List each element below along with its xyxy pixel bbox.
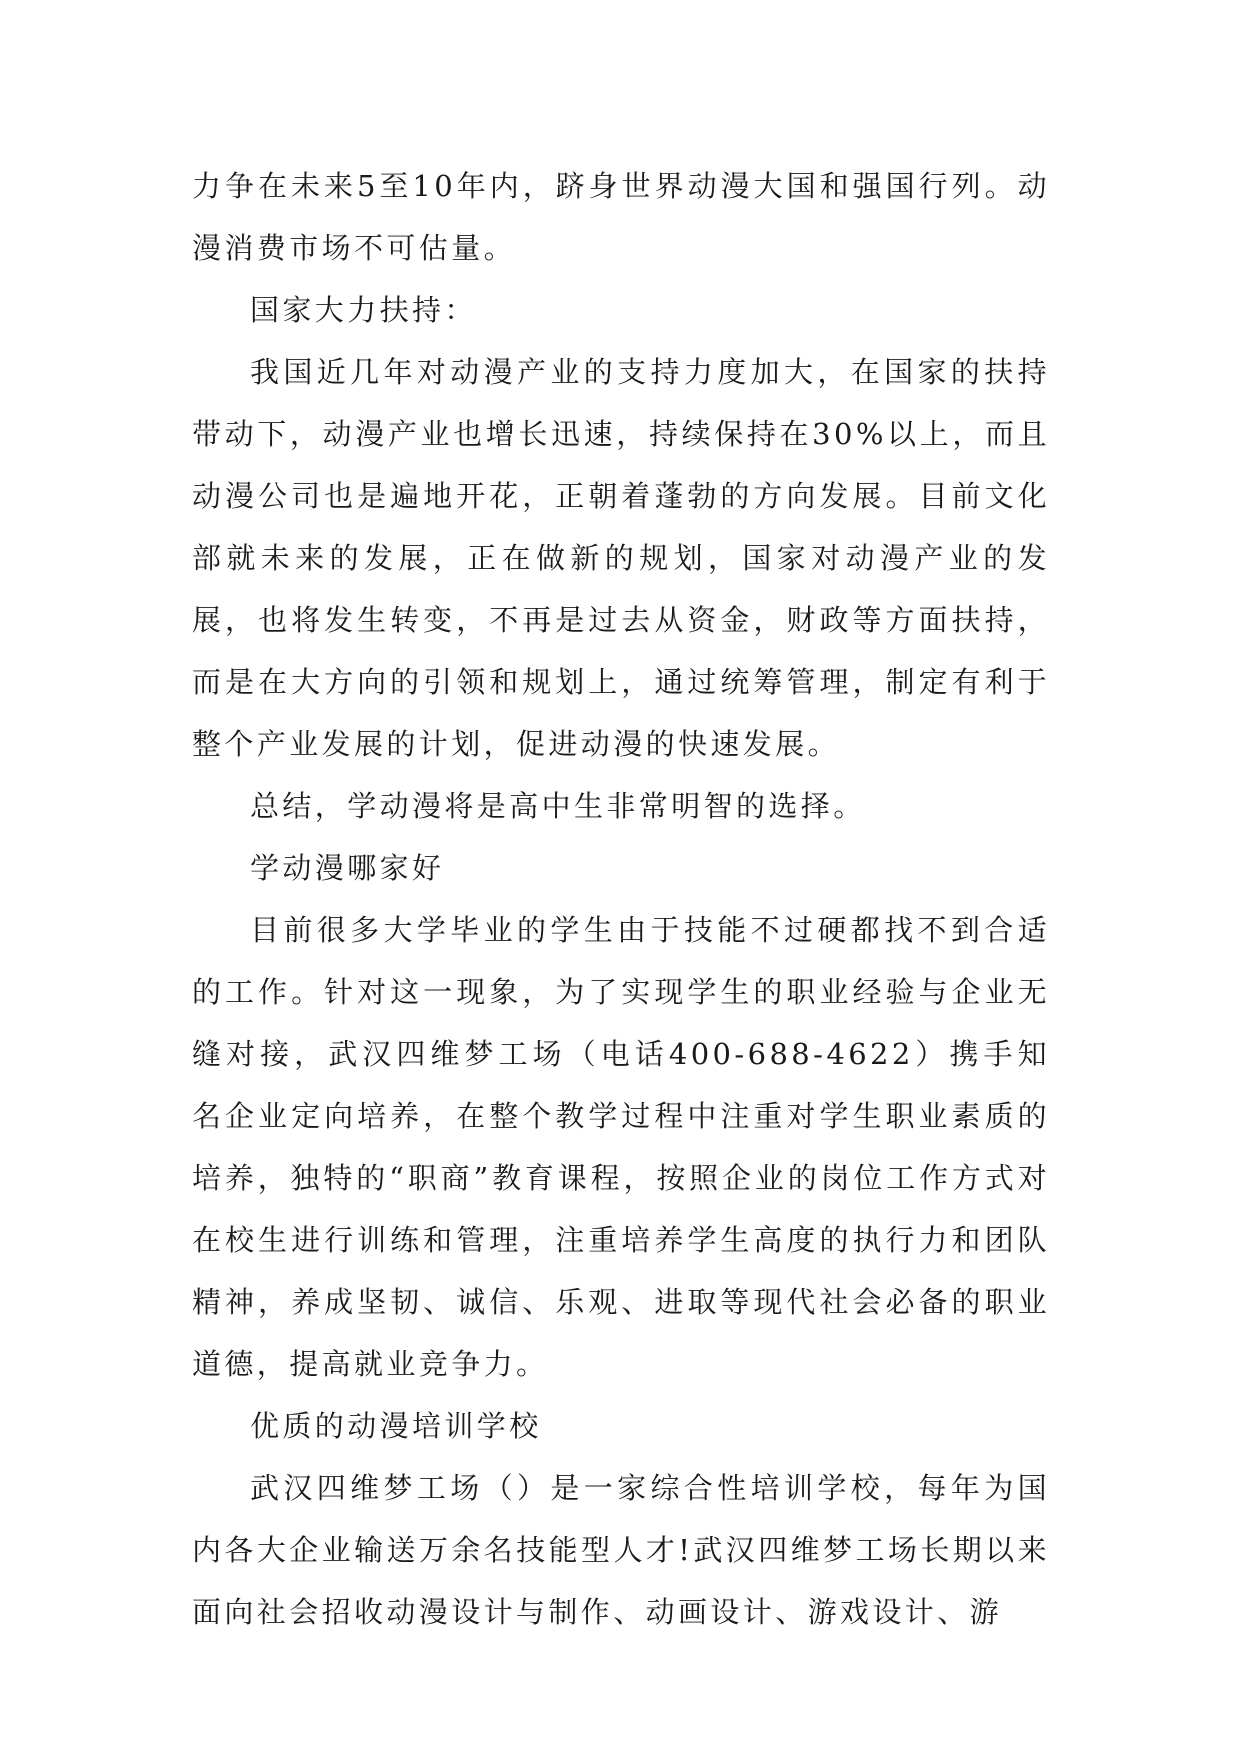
- paragraph-quality-school: 武汉四维梦工场（）是一家综合性培训学校，每年为国内各大企业输送万余名技能型人才!武汉四维梦工场长期以来面向社会招收动漫设计与制作、动画设计、游戏设计、游: [192, 1471, 1050, 1629]
- section-heading-quality-school: 优质的动漫培训学校: [250, 1409, 542, 1443]
- section-heading-national-support: 国家大力扶持：: [250, 293, 477, 327]
- paragraph-which-school: 目前很多大学毕业的学生由于技能不过硬都找不到合适的工作。针对这一现象，为了实现学生的职业经验与企业无缝对接，武汉四维梦工场（电话400-688-4622）携手知名企业定向培养，在整个教学过程中注重对学生职业素质的培养，独特的“职商”教育课程，按照企业的岗位工作方式对在校生进行训练和管理，注重培养学生高度的执行力和团队精神，养成坚韧、诚信、乐观、进取等现代社会必备的职业道德，提高就业竞争力。: [192, 913, 1050, 1381]
- section-heading-which-school: 学动漫哪家好: [250, 851, 445, 885]
- document-body: [192, 155, 1050, 1643]
- paragraph-continuation: 力争在未来5至10年内，跻身世界动漫大国和强国行列。动漫消费市场不可估量。: [192, 169, 1050, 265]
- paragraph-national-support: 我国近几年对动漫产业的支持力度加大，在国家的扶持带动下，动漫产业也增长迅速，持续保持在30%以上，而且动漫公司也是遍地开花，正朝着蓬勃的方向发展。目前文化部就未来的发展，正在做新的规划，国家对动漫产业的发展，也将发生转变，不再是过去从资金，财政等方面扶持，而是在大方向的引领和规划上，通过统筹管理，制定有利于整个产业发展的计划，促进动漫的快速发展。: [192, 355, 1050, 761]
- paragraph-summary: 总结，学动漫将是高中生非常明智的选择。: [250, 789, 866, 823]
